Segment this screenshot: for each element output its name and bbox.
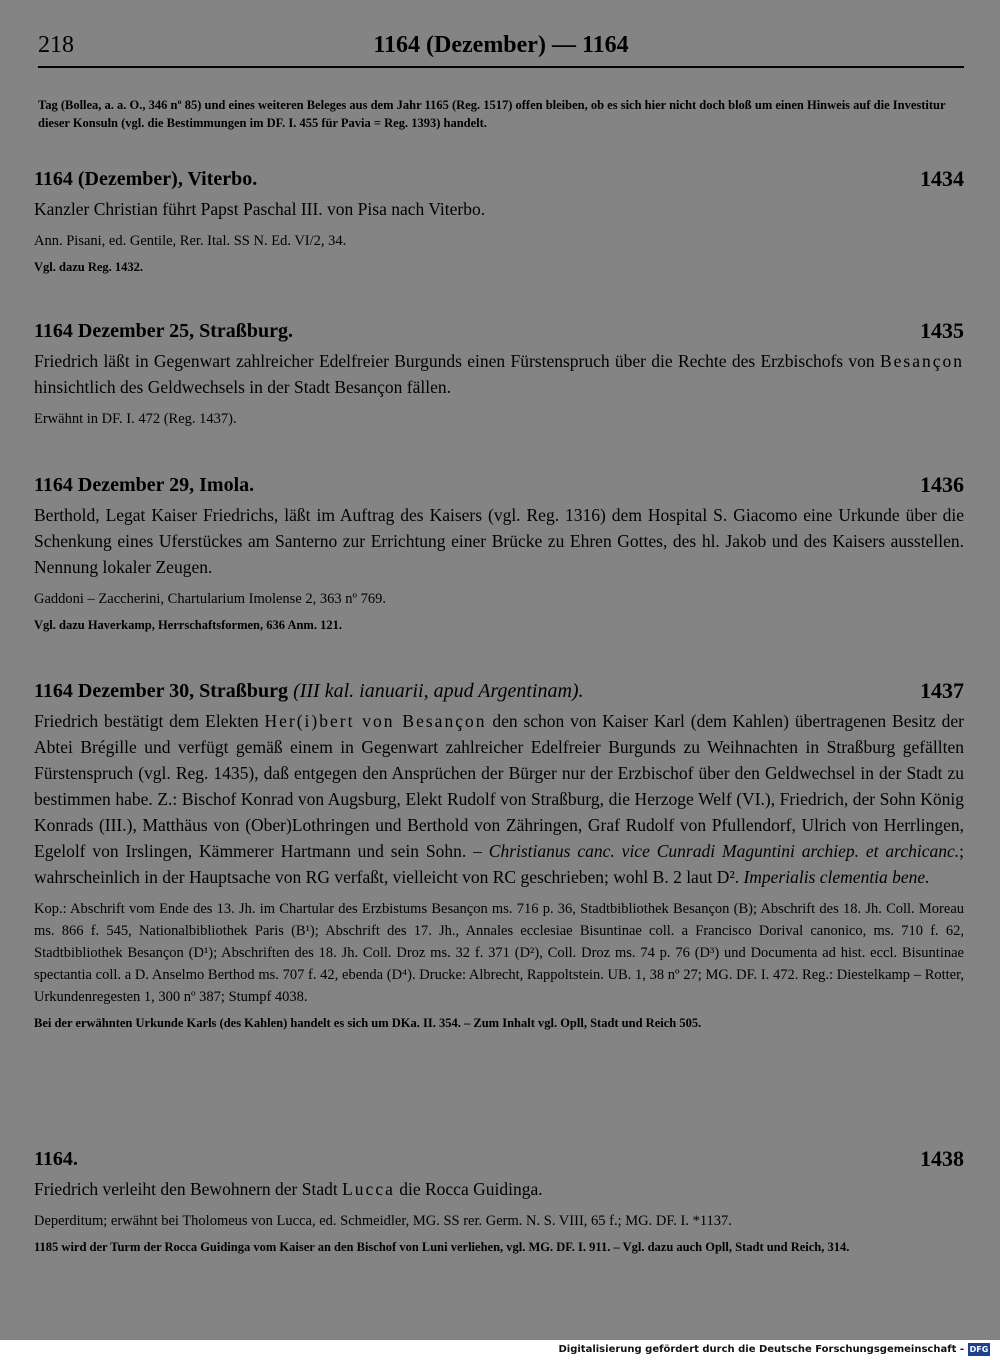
entry-source: Ann. Pisani, ed. Gentile, Rer. Ital. SS N. Ed. VI/2, 34.: [34, 233, 347, 249]
intro-note: Tag (Bollea, a. a. O., 346 nº 85) und eines weiteren Beleges aus dem Jahr 1165 (Reg. 1517) offen bleiben, ob es sich hier nicht doch bloß um einen Hinweis auf die Investitur dieser Konsuln (vgl. die Bestimmungen im DF. I. 455 für Pavia = Reg. 1393) handelt.: [38, 98, 946, 130]
page-header: [38, 30, 964, 68]
text-part: ; wahrscheinlich in der Hauptsache von RG verfaßt, vielleicht von RC geschrieben; wohl B. 2 laut D².: [34, 841, 964, 887]
text-part: hinsichtlich des Geldwechsels in der Stadt Besançon fällen.: [34, 377, 451, 397]
entry-source: Gaddoni – Zaccherini, Chartularium Imolense 2, 363 nº 769.: [34, 591, 387, 607]
spaced-name: Lucca: [342, 1179, 395, 1199]
entry-date: [34, 680, 584, 703]
date-latin: (III kal. ianuarii, apud Argentinam).: [293, 680, 584, 702]
entry-comment: Bei der erwähnten Urkunde Karls (des Kahlen) handelt es sich um DKa. II. 354. – Zum Inhalt vgl. Opll, Stadt und Reich 505.: [34, 1016, 702, 1030]
entry-text: [34, 348, 964, 400]
entry-comment: 1185 wird der Turm der Rocca Guidinga vom Kaiser an den Bischof von Luni verliehen, vgl. MG. DF. I. 911. – Vgl. dazu auch Opll, Stadt und Reich, 314.: [34, 1240, 850, 1254]
entry-text: Berthold, Legat Kaiser Friedrichs, läßt im Auftrag des Kaisers (vgl. Reg. 1316) dem Hospital S. Giacomo eine Urkunde über die Schenkung eines Uferstückes am Santerno zur Errichtung einer Brücke zu Ehren Gottes, des hl. Jakob und des Kaisers ausstellen. Nennung lokaler Zeugen.: [34, 505, 964, 577]
entry-number: 1434: [920, 166, 964, 191]
entry-source: Deperditum; erwähnt bei Tholomeus von Lucca, ed. Schmeidler, MG. SS rer. Germ. N. S. VIII, 65 f.; MG. DF. I. *1137.: [34, 1213, 732, 1229]
entry-date: 1164 Dezember 25, Straßburg.: [34, 320, 294, 342]
entry-text: [34, 708, 964, 890]
entry-source: Kop.: Abschrift vom Ende des 13. Jh. im Chartular des Erzbistums Besançon ms. 716 p. 36, Stadtbibliothek Besançon (B); Abschrift des 18. Jh. Coll. Moreau ms. 866 f. 545, Nationalbibliothek Paris (B¹); Abschrift des 17. Jh., Annales ecclesiae Bisuntinae coll. a Francisco Dorival canonico, ms. 710 f. 62, Stadtbibliothek Besançon (D¹); Abschriften des 18. Jh. Coll. Droz ms. 32 f. 371 (D²), Coll. Droz ms. 74 p. 76 (D³) und Documenta ad hist. eccl. Bisuntinae spectantia coll. a D. Anselmo Berthod ms. 707 f. 42, ebenda (D⁴). Drucke: Albrecht, Rappoltstein. UB. 1, 38 nº 27; MG. DF. I. 472. Reg.: Diestelkamp – Rotter, Urkundenregesten 1, 300 nº 387; Stumpf 4038.: [34, 901, 964, 1005]
entry-1434: [34, 168, 964, 276]
entry-date: 1164 Dezember 29, Imola.: [34, 474, 255, 496]
spaced-name: Besançon: [879, 351, 964, 371]
entry-number: 1438: [920, 1146, 964, 1171]
dfg-logo-icon: DFG: [969, 1345, 989, 1354]
italic-part: Imperialis clementia bene.: [743, 867, 930, 887]
text-part: Friedrich bestätigt dem Elekten: [34, 711, 265, 731]
entry-comment: Vgl. dazu Haverkamp, Herrschaftsformen, 636 Anm. 121.: [34, 618, 342, 632]
text-part: Friedrich läßt in Gegenwart zahlreicher Edelfreier Burgunds einen Fürstenspruch über die Rechte des Erzbischofs von: [34, 351, 880, 371]
spaced-name: Her(i)bert von Besançon: [264, 711, 487, 731]
entry-text: [34, 1176, 964, 1202]
entry-comment: Vgl. dazu Reg. 1432.: [34, 260, 144, 274]
italic-part: Christianus canc. vice Cunradi Maguntini archiep. et archicanc.: [488, 841, 960, 861]
entry-head: [34, 320, 964, 346]
running-head: 1164 (Dezember) — 1164: [373, 32, 629, 58]
entry-1437: [34, 680, 964, 1032]
entry-head: [34, 680, 964, 706]
entry-1435: [34, 320, 964, 430]
entry-number: 1435: [920, 318, 964, 343]
date-text: 1164 Dezember 30, Straßburg: [34, 680, 289, 702]
entry-number: 1436: [920, 472, 964, 497]
entry-date: 1164 (Dezember), Viterbo.: [34, 168, 258, 190]
footer-credit: Digitalisierung gefördert durch die Deutsche Forschungsgemeinschaft -: [558, 1344, 964, 1355]
text-part: die Rocca Guidinga.: [394, 1179, 543, 1199]
entry-1438: [34, 1148, 964, 1256]
entry-number: 1437: [920, 678, 964, 703]
text-part: Friedrich verleiht den Bewohnern der Stadt: [34, 1179, 343, 1199]
text-part: den schon von Kaiser Karl (dem Kahlen) übertragenen Besitz der Abtei Brégille und verfügt gemäß einem in Gegenwart zahlreicher Edelfreier Burgunds zu Weihnachten in Straßburg gefällten Fürstenspruch (vgl. Reg. 1435), daß entgegen den Ansprüchen der Bürger nur der Erzbischof über den Geldwechsel in der Stadt zu bestimmen habe. Z.: Bischof Konrad von Augsburg, Elekt Rudolf von Straßburg, die Herzoge Welf (VI.), Friedrich, der Sohn König Konrads (III.), Matthäus von (Ober)Lothringen und Berthold von Zähringen, Graf Rudolf von Pfullendorf, Ulrich von Herrlingen, Egelolf von Irslingen, Kämmerer Hartmann und sein Sohn. –: [34, 711, 964, 861]
page-number: 218: [38, 32, 74, 58]
entry-source: Erwähnt in DF. I. 472 (Reg. 1437).: [34, 411, 237, 427]
entry-head: [34, 474, 964, 500]
entry-1436: [34, 474, 964, 634]
entry-head: [34, 1148, 964, 1174]
entry-head: [34, 168, 964, 194]
entry-date: 1164.: [34, 1148, 78, 1170]
entry-text: Kanzler Christian führt Papst Paschal III. von Pisa nach Viterbo.: [34, 199, 486, 219]
